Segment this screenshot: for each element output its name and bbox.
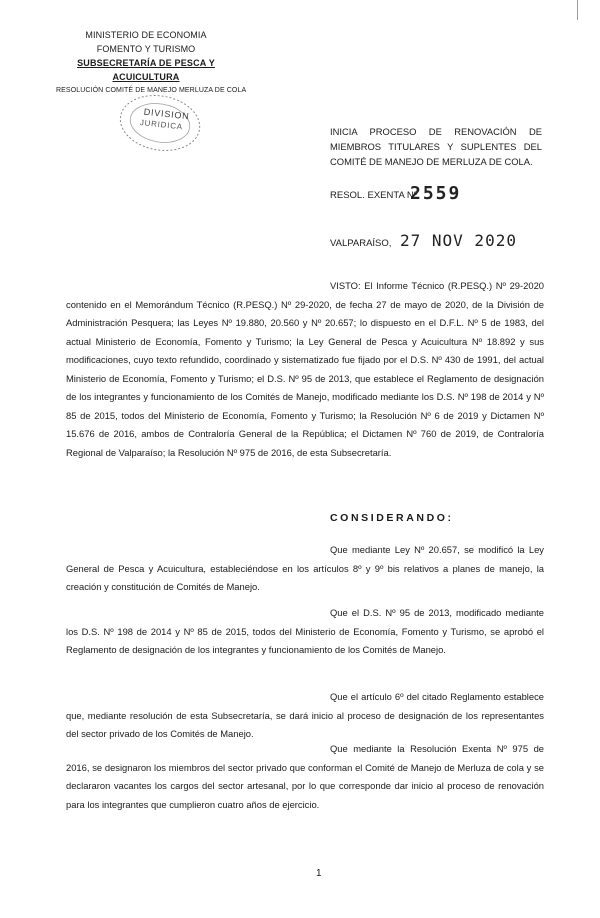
considerando-paragraph-1: Que mediante Ley Nº 20.657, se modificó la Ley General de Pesca y Acuicultura, estableciéndose en los artículos 8º y 9º bis relativos a planes de manejo, la creación y constitución de Comités de Manejo. [66,544,544,592]
considerando-paragraph-3: Que el artículo 6º del citado Reglamento establece que, mediante resolución de esta Subsecretaría, se dará inicio al proceso de designación de los representantes del sector privado de los Comités de Manejo. [66,691,544,739]
stamp-text-juridica: JURIDICA [139,118,184,132]
considerando-paragraph-4: Que mediante la Resolución Exenta Nº 975 de 2016, se designaron los miembros del sector privado que conforman el Comité de Manejo de Merluza de cola y se declararon vacantes los cargos del sector artesanal, por lo que corresponde dar inicio al proceso de renovación para los integrantes que cumplieron cuatro años de ejercicio. [66,743,544,810]
city-label: VALPARAÍSO, [330,238,392,249]
ministry-subtitle: FOMENTO Y TURISMO [96,44,196,54]
division-juridica-stamp [111,85,208,161]
resolution-number: 2559 [410,183,462,204]
visto-paragraph: VISTO: El Informe Técnico (R.PESQ.) Nº 29-2020 contenido en el Memorándum Técnico (R.PESQ.) Nº 29-2020, de fecha 27 de mayo de 2020, de la División de Administración Pesquera; las Leyes Nº 19.880, 20.560 y Nº 20.657; lo dispuesto en el D.F.L. Nº 5 de 1983, del actual Ministerio de Economía, Fomento y Turismo; la Ley General de Pesca y Acuicultura Nº 18.892 y sus modificaciones, cuyo texto refundido, coordinado y sistematizado fue fijado por el D.S. Nº 430 de 1991, del actual Ministerio de Economía, Fomento y Turismo; el D.S. Nº 95 de 2013, que establece el Reglamento de designación de los integrantes y funcionamiento de los Comités de Manejo, modificado mediante los D.S. Nº 198 de 2014 y Nº 85 de 2015, todos del Ministerio de Economía, Fomento y Turismo; la Resolución Nº 6 de 2019 y Dictamen Nº 15.676 de 2016, ambos de Contraloría General de la República; el Dictamen Nº 760 de 2019, de Contraloría Regional de Valparaíso; la Resolución Nº 975 de 2016, de esta Subsecretaría. [66,280,544,458]
page-number: 1 [316,868,322,879]
considerando-heading: CONSIDERANDO: [330,512,454,524]
date-stamp: 27 NOV 2020 [400,231,517,250]
resolution-number-line [330,183,530,204]
considerando-paragraph-2: Que el D.S. Nº 95 de 2013, modificado mediante los D.S. Nº 198 de 2014 y Nº 85 de 2015, todos del Ministerio de Economía, Fomento y Turismo, se aprobó el Reglamento de designación de los integrantes y funcionamiento de los Comités de Manejo. [66,607,544,655]
date-line [330,231,550,250]
stamp-text-division: DIVISION [143,106,190,122]
resolution-subject: INICIA PROCESO DE RENOVACIÓN DE MIEMBROS TITULARES Y SUPLENTES DEL COMITÉ DE MANEJO DE MERLUZA DE COLA. [330,126,542,167]
ministry-name: MINISTERIO DE ECONOMIA [85,30,207,40]
resolution-label: RESOL. EXENTA Nº [330,190,418,201]
letterhead [56,28,247,96]
margin-mark [577,0,578,20]
resolution-reference: RESOLUCIÓN COMITÉ DE MANEJO MERLUZA DE COLA [56,87,247,94]
subsecretaria-name: SUBSECRETARÍA DE PESCA Y ACUICULTURA [77,58,215,82]
